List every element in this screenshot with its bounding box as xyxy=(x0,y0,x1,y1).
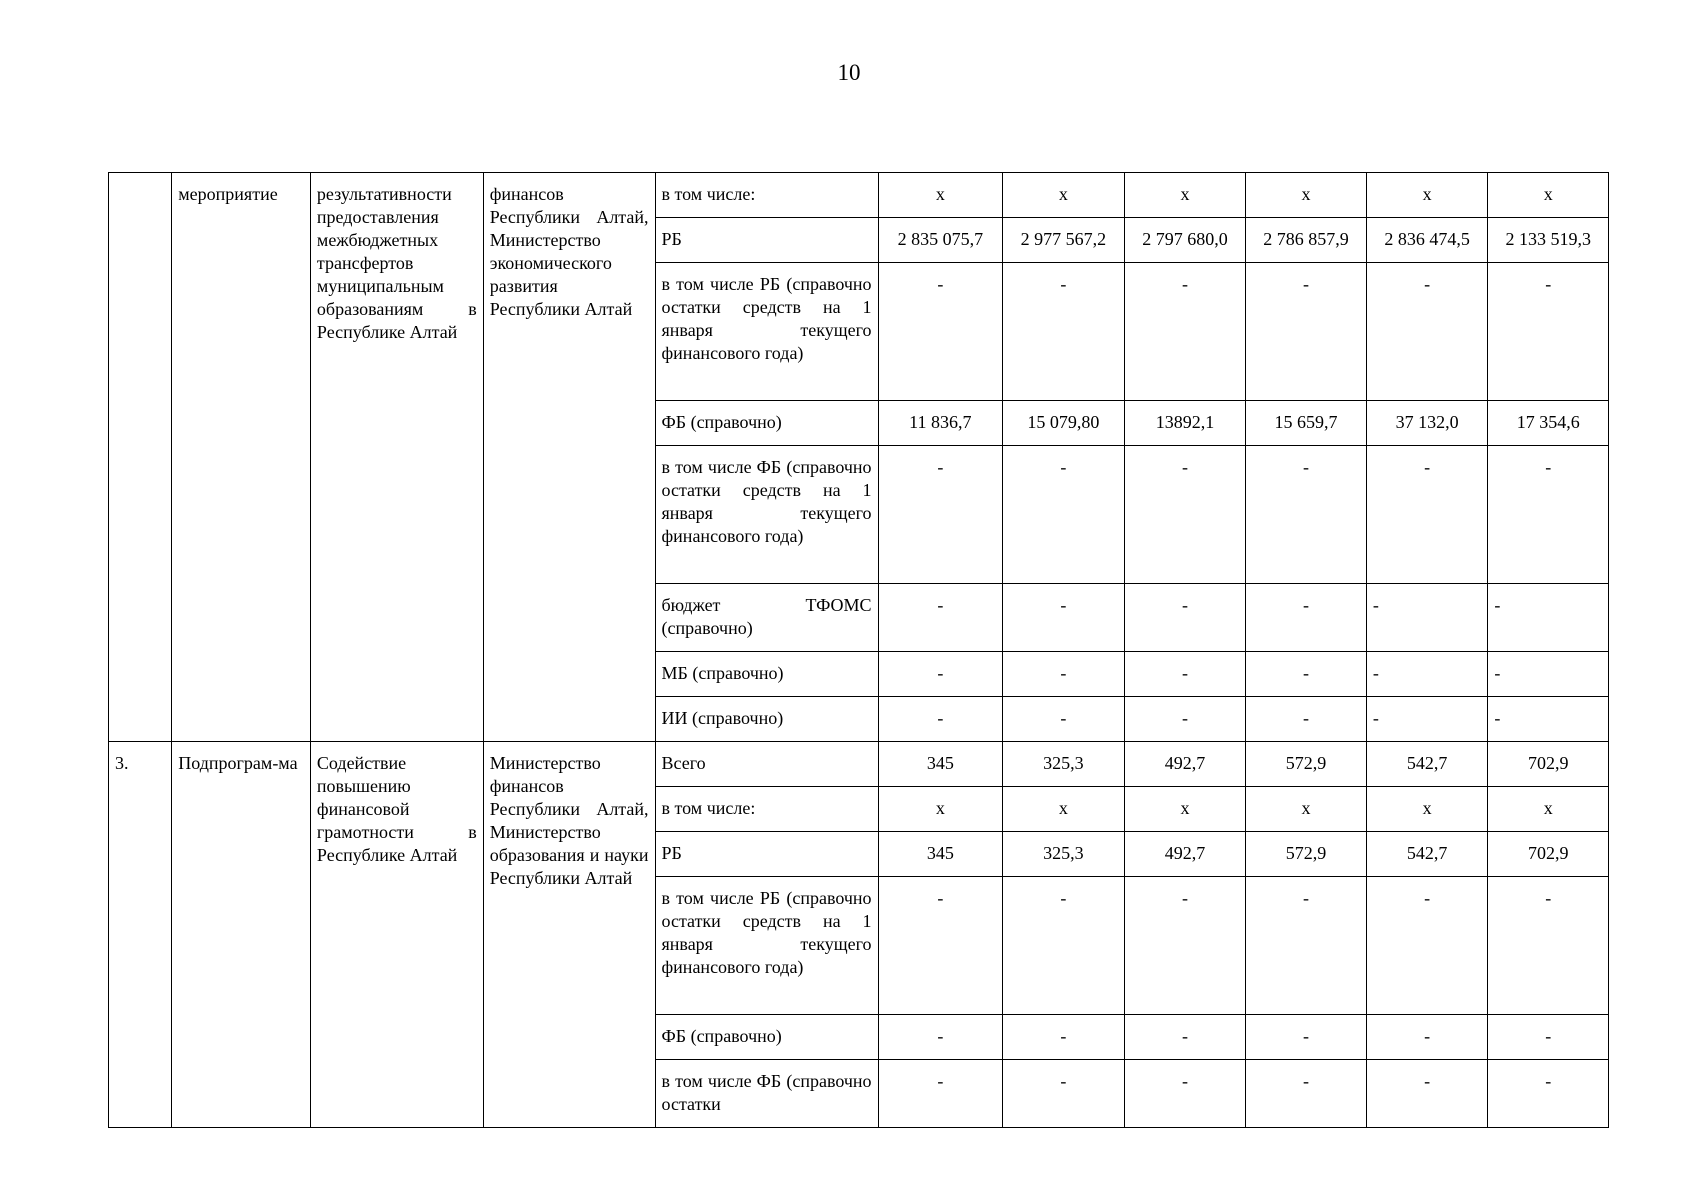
amount-cell-2023: 542,7 xyxy=(1366,832,1488,877)
amount-cell-2022: 2 786 857,9 xyxy=(1246,218,1367,263)
amount-cell-2024: - xyxy=(1488,584,1609,652)
amount-cell-2019: - xyxy=(878,584,1003,652)
amount-cell-2022: - xyxy=(1246,584,1367,652)
amount-cell-2024: - xyxy=(1488,877,1609,1015)
amount-cell-2021: 492,7 xyxy=(1124,832,1246,877)
amount-cell-2021: - xyxy=(1124,1015,1246,1060)
amount-cell-2021: - xyxy=(1124,652,1246,697)
amount-cell-2024: 2 133 519,3 xyxy=(1488,218,1609,263)
amount-cell-2023: 37 132,0 xyxy=(1366,401,1488,446)
amount-cell-2020: 325,3 xyxy=(1003,742,1125,787)
funding-source-cell: РБ xyxy=(655,218,878,263)
amount-cell-2021: 492,7 xyxy=(1124,742,1246,787)
amount-cell-2022: х xyxy=(1246,787,1367,832)
funding-source-cell: в том числе: xyxy=(655,787,878,832)
amount-cell-2022: х xyxy=(1246,173,1367,218)
amount-cell-2021: х xyxy=(1124,173,1246,218)
amount-cell-2019: - xyxy=(878,1060,1003,1128)
amount-cell-2020: - xyxy=(1003,446,1125,584)
amount-cell-2023: - xyxy=(1366,652,1488,697)
amount-cell-2021: - xyxy=(1124,584,1246,652)
amount-cell-2020: - xyxy=(1003,877,1125,1015)
amount-cell-2019: - xyxy=(878,697,1003,742)
funding-source-cell: РБ xyxy=(655,832,878,877)
amount-cell-2020: - xyxy=(1003,652,1125,697)
amount-cell-2020: х xyxy=(1003,787,1125,832)
executor-cell: финансов Республики Алтай, Министерство экономического развития Республики Алтай xyxy=(483,173,655,742)
item-name-cell: Содействие повышению финансовой грамотности в Республике Алтай xyxy=(310,742,483,1128)
funding-source-cell: ФБ (справочно) xyxy=(655,1015,878,1060)
amount-cell-2020: - xyxy=(1003,1015,1125,1060)
amount-cell-2022: - xyxy=(1246,1060,1367,1128)
amount-cell-2024: - xyxy=(1488,697,1609,742)
amount-cell-2021: 13892,1 xyxy=(1124,401,1246,446)
funding-source-cell: ИИ (справочно) xyxy=(655,697,878,742)
amount-cell-2024: - xyxy=(1488,446,1609,584)
amount-cell-2019: 11 836,7 xyxy=(878,401,1003,446)
amount-cell-2020: 325,3 xyxy=(1003,832,1125,877)
amount-cell-2019: - xyxy=(878,263,1003,401)
amount-cell-2019: 2 835 075,7 xyxy=(878,218,1003,263)
amount-cell-2024: - xyxy=(1488,652,1609,697)
amount-cell-2022: - xyxy=(1246,877,1367,1015)
amount-cell-2021: х xyxy=(1124,787,1246,832)
budget-table xyxy=(108,172,1609,1128)
item-type-cell: Подпрограм-ма xyxy=(172,742,311,1128)
funding-source-cell: в том числе РБ (справочно остатки средств на 1 января текущего финансового года) xyxy=(655,877,878,1015)
funding-source-cell: МБ (справочно) xyxy=(655,652,878,697)
funding-source-cell: бюджет ТФОМС (справочно) xyxy=(655,584,878,652)
amount-cell-2023: 542,7 xyxy=(1366,742,1488,787)
amount-cell-2024: 17 354,6 xyxy=(1488,401,1609,446)
amount-cell-2024: х xyxy=(1488,173,1609,218)
amount-cell-2019: х xyxy=(878,787,1003,832)
amount-cell-2019: - xyxy=(878,1015,1003,1060)
amount-cell-2023: - xyxy=(1366,877,1488,1015)
amount-cell-2024: - xyxy=(1488,1015,1609,1060)
amount-cell-2021: 2 797 680,0 xyxy=(1124,218,1246,263)
amount-cell-2019: - xyxy=(878,877,1003,1015)
executor-cell: Министерство финансов Республики Алтай, Министерство образования и науки Республики Алтай xyxy=(483,742,655,1128)
funding-source-cell: в том числе: xyxy=(655,173,878,218)
funding-source-cell: в том числе РБ (справочно остатки средств на 1 января текущего финансового года) xyxy=(655,263,878,401)
amount-cell-2019: 345 xyxy=(878,832,1003,877)
amount-cell-2023: - xyxy=(1366,263,1488,401)
amount-cell-2022: - xyxy=(1246,697,1367,742)
amount-cell-2021: - xyxy=(1124,1060,1246,1128)
amount-cell-2019: - xyxy=(878,652,1003,697)
amount-cell-2022: - xyxy=(1246,652,1367,697)
page-number: 10 xyxy=(837,60,861,85)
amount-cell-2023: - xyxy=(1366,697,1488,742)
amount-cell-2020: х xyxy=(1003,173,1125,218)
row-number-cell xyxy=(109,173,172,742)
amount-cell-2022: 15 659,7 xyxy=(1246,401,1367,446)
amount-cell-2020: - xyxy=(1003,263,1125,401)
amount-cell-2023: х xyxy=(1366,173,1488,218)
amount-cell-2023: 2 836 474,5 xyxy=(1366,218,1488,263)
funding-source-cell: в том числе ФБ (справочно остатки xyxy=(655,1060,878,1128)
amount-cell-2022: - xyxy=(1246,1015,1367,1060)
amount-cell-2022: - xyxy=(1246,446,1367,584)
amount-cell-2022: 572,9 xyxy=(1246,832,1367,877)
amount-cell-2023: - xyxy=(1366,446,1488,584)
amount-cell-2024: х xyxy=(1488,787,1609,832)
amount-cell-2019: 345 xyxy=(878,742,1003,787)
funding-source-cell: Всего xyxy=(655,742,878,787)
item-type-cell: мероприятие xyxy=(172,173,311,742)
amount-cell-2019: х xyxy=(878,173,1003,218)
amount-cell-2024: 702,9 xyxy=(1488,832,1609,877)
amount-cell-2023: - xyxy=(1366,1015,1488,1060)
amount-cell-2023: х xyxy=(1366,787,1488,832)
table-row xyxy=(109,173,1609,218)
funding-source-cell: в том числе ФБ (справочно остатки средств на 1 января текущего финансового года) xyxy=(655,446,878,584)
item-name-cell: результативности предоставления межбюджетных трансфертов муниципальным образованиям в Республике Алтай xyxy=(310,173,483,742)
amount-cell-2019: - xyxy=(878,446,1003,584)
row-number-cell: 3. xyxy=(109,742,172,1128)
amount-cell-2021: - xyxy=(1124,697,1246,742)
funding-source-cell: ФБ (справочно) xyxy=(655,401,878,446)
amount-cell-2020: - xyxy=(1003,1060,1125,1128)
amount-cell-2023: - xyxy=(1366,1060,1488,1128)
amount-cell-2020: - xyxy=(1003,584,1125,652)
amount-cell-2020: 2 977 567,2 xyxy=(1003,218,1125,263)
table-row xyxy=(109,742,1609,787)
amount-cell-2021: - xyxy=(1124,446,1246,584)
amount-cell-2020: 15 079,80 xyxy=(1003,401,1125,446)
amount-cell-2023: - xyxy=(1366,584,1488,652)
amount-cell-2024: 702,9 xyxy=(1488,742,1609,787)
amount-cell-2024: - xyxy=(1488,1060,1609,1128)
amount-cell-2022: - xyxy=(1246,263,1367,401)
amount-cell-2024: - xyxy=(1488,263,1609,401)
amount-cell-2020: - xyxy=(1003,697,1125,742)
amount-cell-2021: - xyxy=(1124,877,1246,1015)
amount-cell-2022: 572,9 xyxy=(1246,742,1367,787)
amount-cell-2021: - xyxy=(1124,263,1246,401)
